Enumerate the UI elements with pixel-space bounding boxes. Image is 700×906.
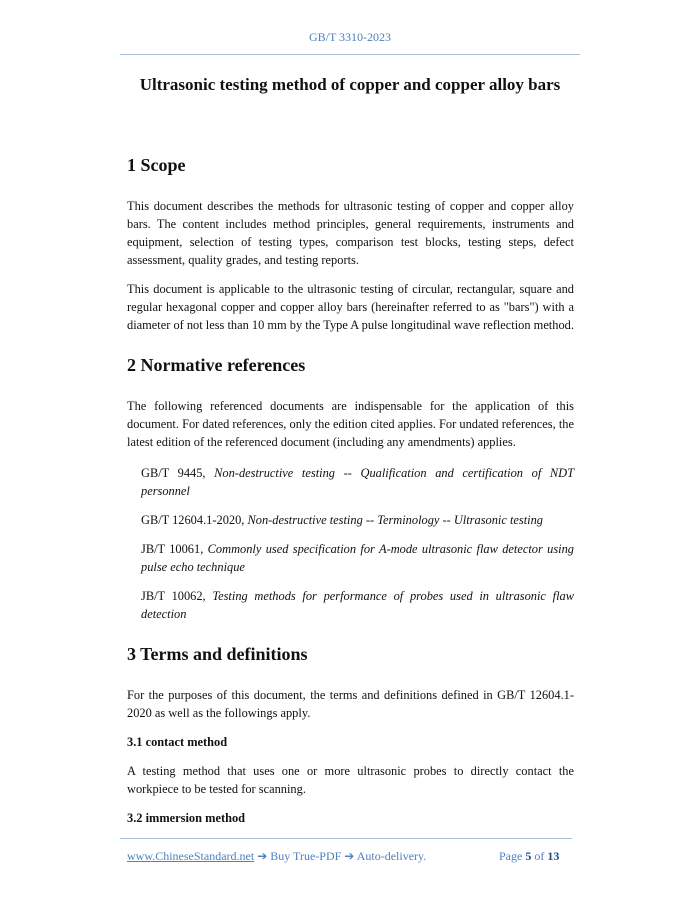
term-heading-immersion-method: 3.2 immersion method [127, 811, 246, 825]
buy-true-pdf-link[interactable]: Buy True-PDF [270, 849, 342, 863]
section-heading-scope: 1 Scope [127, 155, 186, 175]
page-indicator [499, 849, 559, 864]
reference-title: Testing methods for performance of probes used in ultrasonic flaw detection [141, 589, 574, 621]
total-page-count: 13 [547, 849, 560, 863]
reference-title: Commonly used specification for A-mode ultrasonic flaw detector using pulse echo technique [141, 542, 574, 574]
reference-title: Non-destructive testing -- Terminology -- Ultrasonic testing [247, 513, 543, 527]
document-title: Ultrasonic testing method of copper and copper alloy bars [139, 75, 561, 94]
section-heading-terms: 3 Terms and definitions [127, 644, 308, 664]
reference-item [141, 511, 574, 529]
reference-code: GB/T 9445, [141, 466, 215, 480]
page-label: Page [499, 849, 523, 863]
reference-code: JB/T 10061, [141, 542, 208, 556]
footer-divider [120, 838, 572, 839]
header-divider [120, 54, 580, 55]
current-page-number: 5 [525, 849, 532, 863]
terms-intro: For the purposes of this document, the terms and definitions defined in GB/T 12604.1-2020 as well as the followings apply. [127, 688, 574, 720]
section-heading-normative-references: 2 Normative references [127, 355, 306, 375]
footer-links [127, 849, 426, 864]
term-definition-contact-method: A testing method that uses one or more ultrasonic probes to directly contact the workpiece to be tested for scanning. [127, 764, 574, 796]
document-body [127, 152, 574, 838]
reference-code: JB/T 10062, [141, 589, 213, 603]
of-label: of [534, 849, 545, 863]
term-heading-contact-method: 3.1 contact method [127, 735, 228, 749]
arrow-icon: ➔ [341, 849, 357, 863]
scope-paragraph-1: This document describes the methods for ultrasonic testing of copper and copper alloy bars. The content includes method principles, general requirements, instruments and equipment, selection of testing types, comparison test blocks, testing steps, defect assessment, quality grades, and testing reports. [127, 199, 574, 267]
reference-code: GB/T 12604.1-2020, [141, 513, 248, 527]
reference-title: Non-destructive testing -- Qualification and certification of NDT personnel [141, 466, 574, 498]
scope-paragraph-2: This document is applicable to the ultrasonic testing of circular, rectangular, square and regular hexagonal copper and copper alloy bars (hereinafter referred to as "bars") with a diameter of not less than 10 mm by the Type A pulse longitudinal wave reflection method. [127, 282, 574, 332]
normative-intro: The following referenced documents are indispensable for the application of this document. For dated references, only the edition cited applies. For undated references, the latest edition of the referenced document (including any amendments) applies. [127, 399, 574, 449]
auto-delivery-text: Auto-delivery. [356, 849, 427, 863]
header-standard-code: GB/T 3310-2023 [308, 30, 392, 44]
reference-item [141, 587, 574, 623]
reference-item [141, 540, 574, 576]
reference-item [141, 464, 574, 500]
arrow-icon: ➔ [254, 849, 271, 863]
site-link[interactable]: www.ChineseStandard.net [127, 849, 255, 863]
